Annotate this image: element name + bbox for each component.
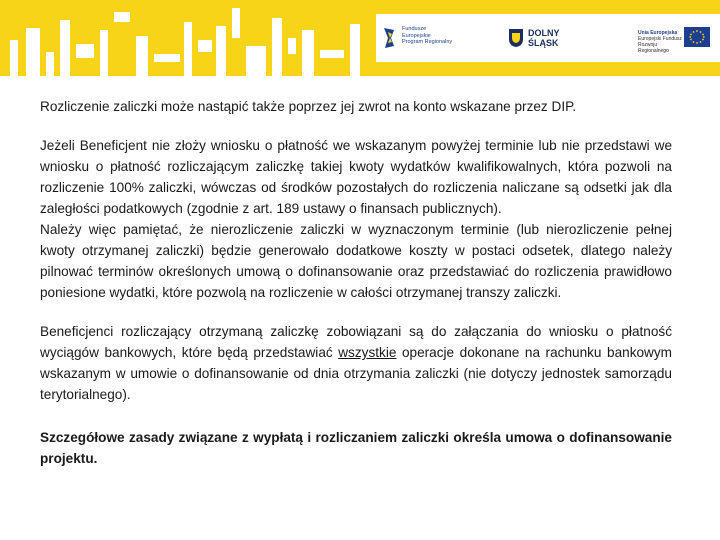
paragraph-rules: Szczegółowe zasady związane z wypłatą i rozliczaniem zaliczki określa umowa o dofinansowanie projektu. xyxy=(40,430,672,466)
decorative-shape xyxy=(246,46,266,76)
decorative-shape xyxy=(26,28,40,76)
decorative-shape xyxy=(100,30,108,76)
paragraph-bank-statements xyxy=(40,321,672,405)
decorative-shape xyxy=(46,52,54,76)
dolny-slask-emblem-icon xyxy=(508,28,524,48)
logo-band xyxy=(376,14,720,62)
fundusze-europejskie-logo xyxy=(376,14,472,62)
decorative-shape xyxy=(10,40,18,76)
unia-europejska-text: Unia Europejska Europejski Fundusz Rozwoju Regionalnego xyxy=(638,30,682,54)
decorative-shape xyxy=(232,8,240,38)
header-banner xyxy=(0,0,720,76)
decorative-shape xyxy=(154,54,180,62)
decorative-shape xyxy=(114,12,130,22)
dolny-slask-text: DOLNY ŚLĄSK xyxy=(528,28,560,48)
text-segment: operacje dokonane na rachunku bankowym wskazanym w umowie o dofinansowanie od dnia otrzymania zaliczki (nie dotyczy jednostek samorządu terytorialnego). xyxy=(40,345,672,402)
decorative-shape xyxy=(60,20,70,76)
decorative-shape xyxy=(272,18,282,76)
paragraph-refund: Rozliczenie zaliczki może nastąpić także poprzez jej zwrot na konto wskazane przez DIP. xyxy=(40,99,577,114)
content-body xyxy=(40,96,672,469)
text-segment: Beneficjenci rozliczający otrzymaną zaliczkę zobowiązani są do załączania do wniosku o płatność wyciągów bankowych, które będą przedstawiać xyxy=(40,324,672,360)
fundusze-europejskie-icon xyxy=(382,26,398,50)
decorative-shape xyxy=(136,36,148,76)
paragraph-reminder: Należy więc pamiętać, że nierozliczenie zaliczki w wyznaczonym terminie (lub nierozliczenie pełnej kwoty otrzymanej zaliczki) będzie generowało dodatkowe koszty w postaci odsetek, dlatego należy pilnować terminów określonych umową o dofinansowanie oraz przedstawiać do rozliczenia prawidłowo poniesione wydatki, które pozwolą na rozliczenie w całości otrzymanej transzy zaliczki. xyxy=(40,222,672,300)
unia-europejska-logo xyxy=(638,14,716,62)
eu-flag-icon xyxy=(684,27,710,47)
paragraph-interest: Jeżeli Beneficjent nie złoży wniosku o płatność we wskazanym powyżej terminie lub nie przedstawi we wniosku o płatność rozliczającym zaliczkę takiej kwoty wydatków kwalifikowalnych, która pozwoli na rozliczenie 100% zaliczki, wówczas od środków pozostałych do rozliczenia naliczane są odsetki jak dla zaległości podatkowych (zgodnie z art. 189 ustawy o finansach publicznych). xyxy=(40,138,672,216)
decorative-shape xyxy=(184,22,192,76)
underlined-word: wszystkie xyxy=(338,345,397,360)
fundusze-europejskie-text: Fundusze Europejskie Program Regionalny xyxy=(402,26,453,45)
decorative-shape xyxy=(288,38,296,54)
decorative-shape xyxy=(216,26,226,76)
decorative-shape xyxy=(198,40,212,52)
decorative-shape xyxy=(302,30,314,76)
dolny-slask-logo xyxy=(508,14,598,62)
decorative-shape xyxy=(350,24,360,76)
decorative-shape xyxy=(76,44,94,58)
decorative-shape xyxy=(320,50,344,58)
